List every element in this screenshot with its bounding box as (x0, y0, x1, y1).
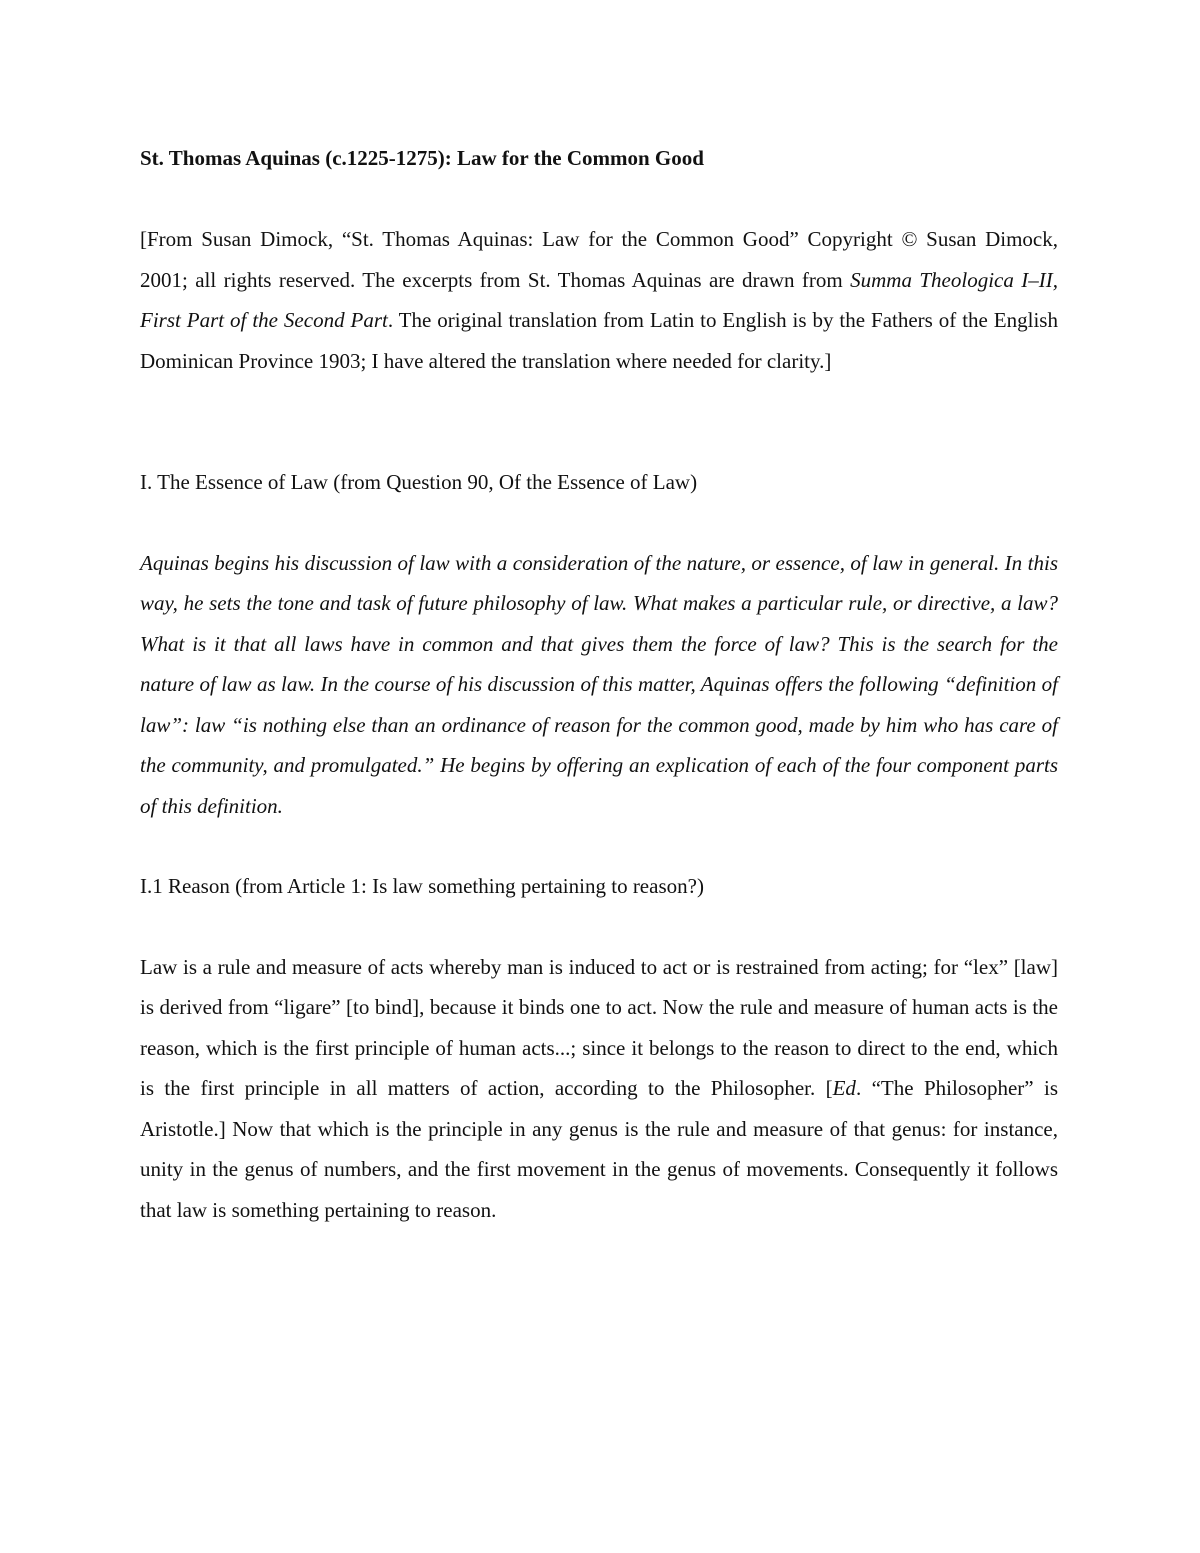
source-note-text-2: . The original translation from Latin to English is by the Fathers of the English Dominican Province 1903; I have altered the translation where needed for clarity.] (140, 308, 1058, 373)
editor-abbrev: Ed (832, 1076, 856, 1100)
document-title: St. Thomas Aquinas (c.1225-1275): Law for the Common Good (140, 146, 704, 170)
source-note-text-1: [From Susan Dimock, “St. Thomas Aquinas: Law for the Common Good” Copyright © Susan Dimock, 2001; all rights reserved. The excerpts from St. Thomas Aquinas are drawn from (140, 227, 1058, 292)
body-paragraph (140, 947, 1058, 1231)
spacer (140, 178, 1058, 219)
spacer (140, 907, 1058, 947)
spacer (140, 826, 1058, 866)
intro-paragraph: Aquinas begins his discussion of law with a consideration of the nature, or essence, of law in general. In this way, he sets the tone and task of future philosophy of law. What makes a particular rule, or directive, a law? What is it that all laws have in common and that gives them the force of law? This is the search for the nature of law as law. In the course of his discussion of this matter, Aquinas offers the following “definition of law”: law “is nothing else than an ordinance of reason for the common good, made by him who has care of the community, and promulgated.” He begins by offering an explication of each of the four component parts of this definition. (140, 550, 1058, 818)
document-page (140, 138, 1058, 1230)
spacer (140, 503, 1058, 543)
section-heading-reason: I.1 Reason (from Article 1: Is law something pertaining to reason?) (140, 874, 704, 898)
body-text-1: Law is a rule and measure of acts whereby man is induced to act or is restrained from acting; for “lex” [law] is derived from “ligare” [to bind], because it binds one to act. Now the rule and measure of human acts is the reason, which is the first principle of human acts...; since it belongs to the reason to direct to the end, which is the first principle in all matters of action, according to the Philosopher. [ (140, 954, 1058, 1100)
source-note (140, 219, 1058, 381)
source-work-title: Summa Theologica I–II, First Part of the Second Part (140, 267, 1058, 332)
section-heading-essence: I. The Essence of Law (from Question 90, Of the Essence of Law) (140, 470, 698, 494)
spacer (140, 381, 1058, 462)
body-text-2: . “The Philosopher” is Aristotle.] Now that which is the principle in any genus is the rule and measure of that genus: for instance, unity in the genus of numbers, and the first movement in the genus of movements. Consequently it follows that law is something pertaining to reason. (140, 1076, 1058, 1222)
